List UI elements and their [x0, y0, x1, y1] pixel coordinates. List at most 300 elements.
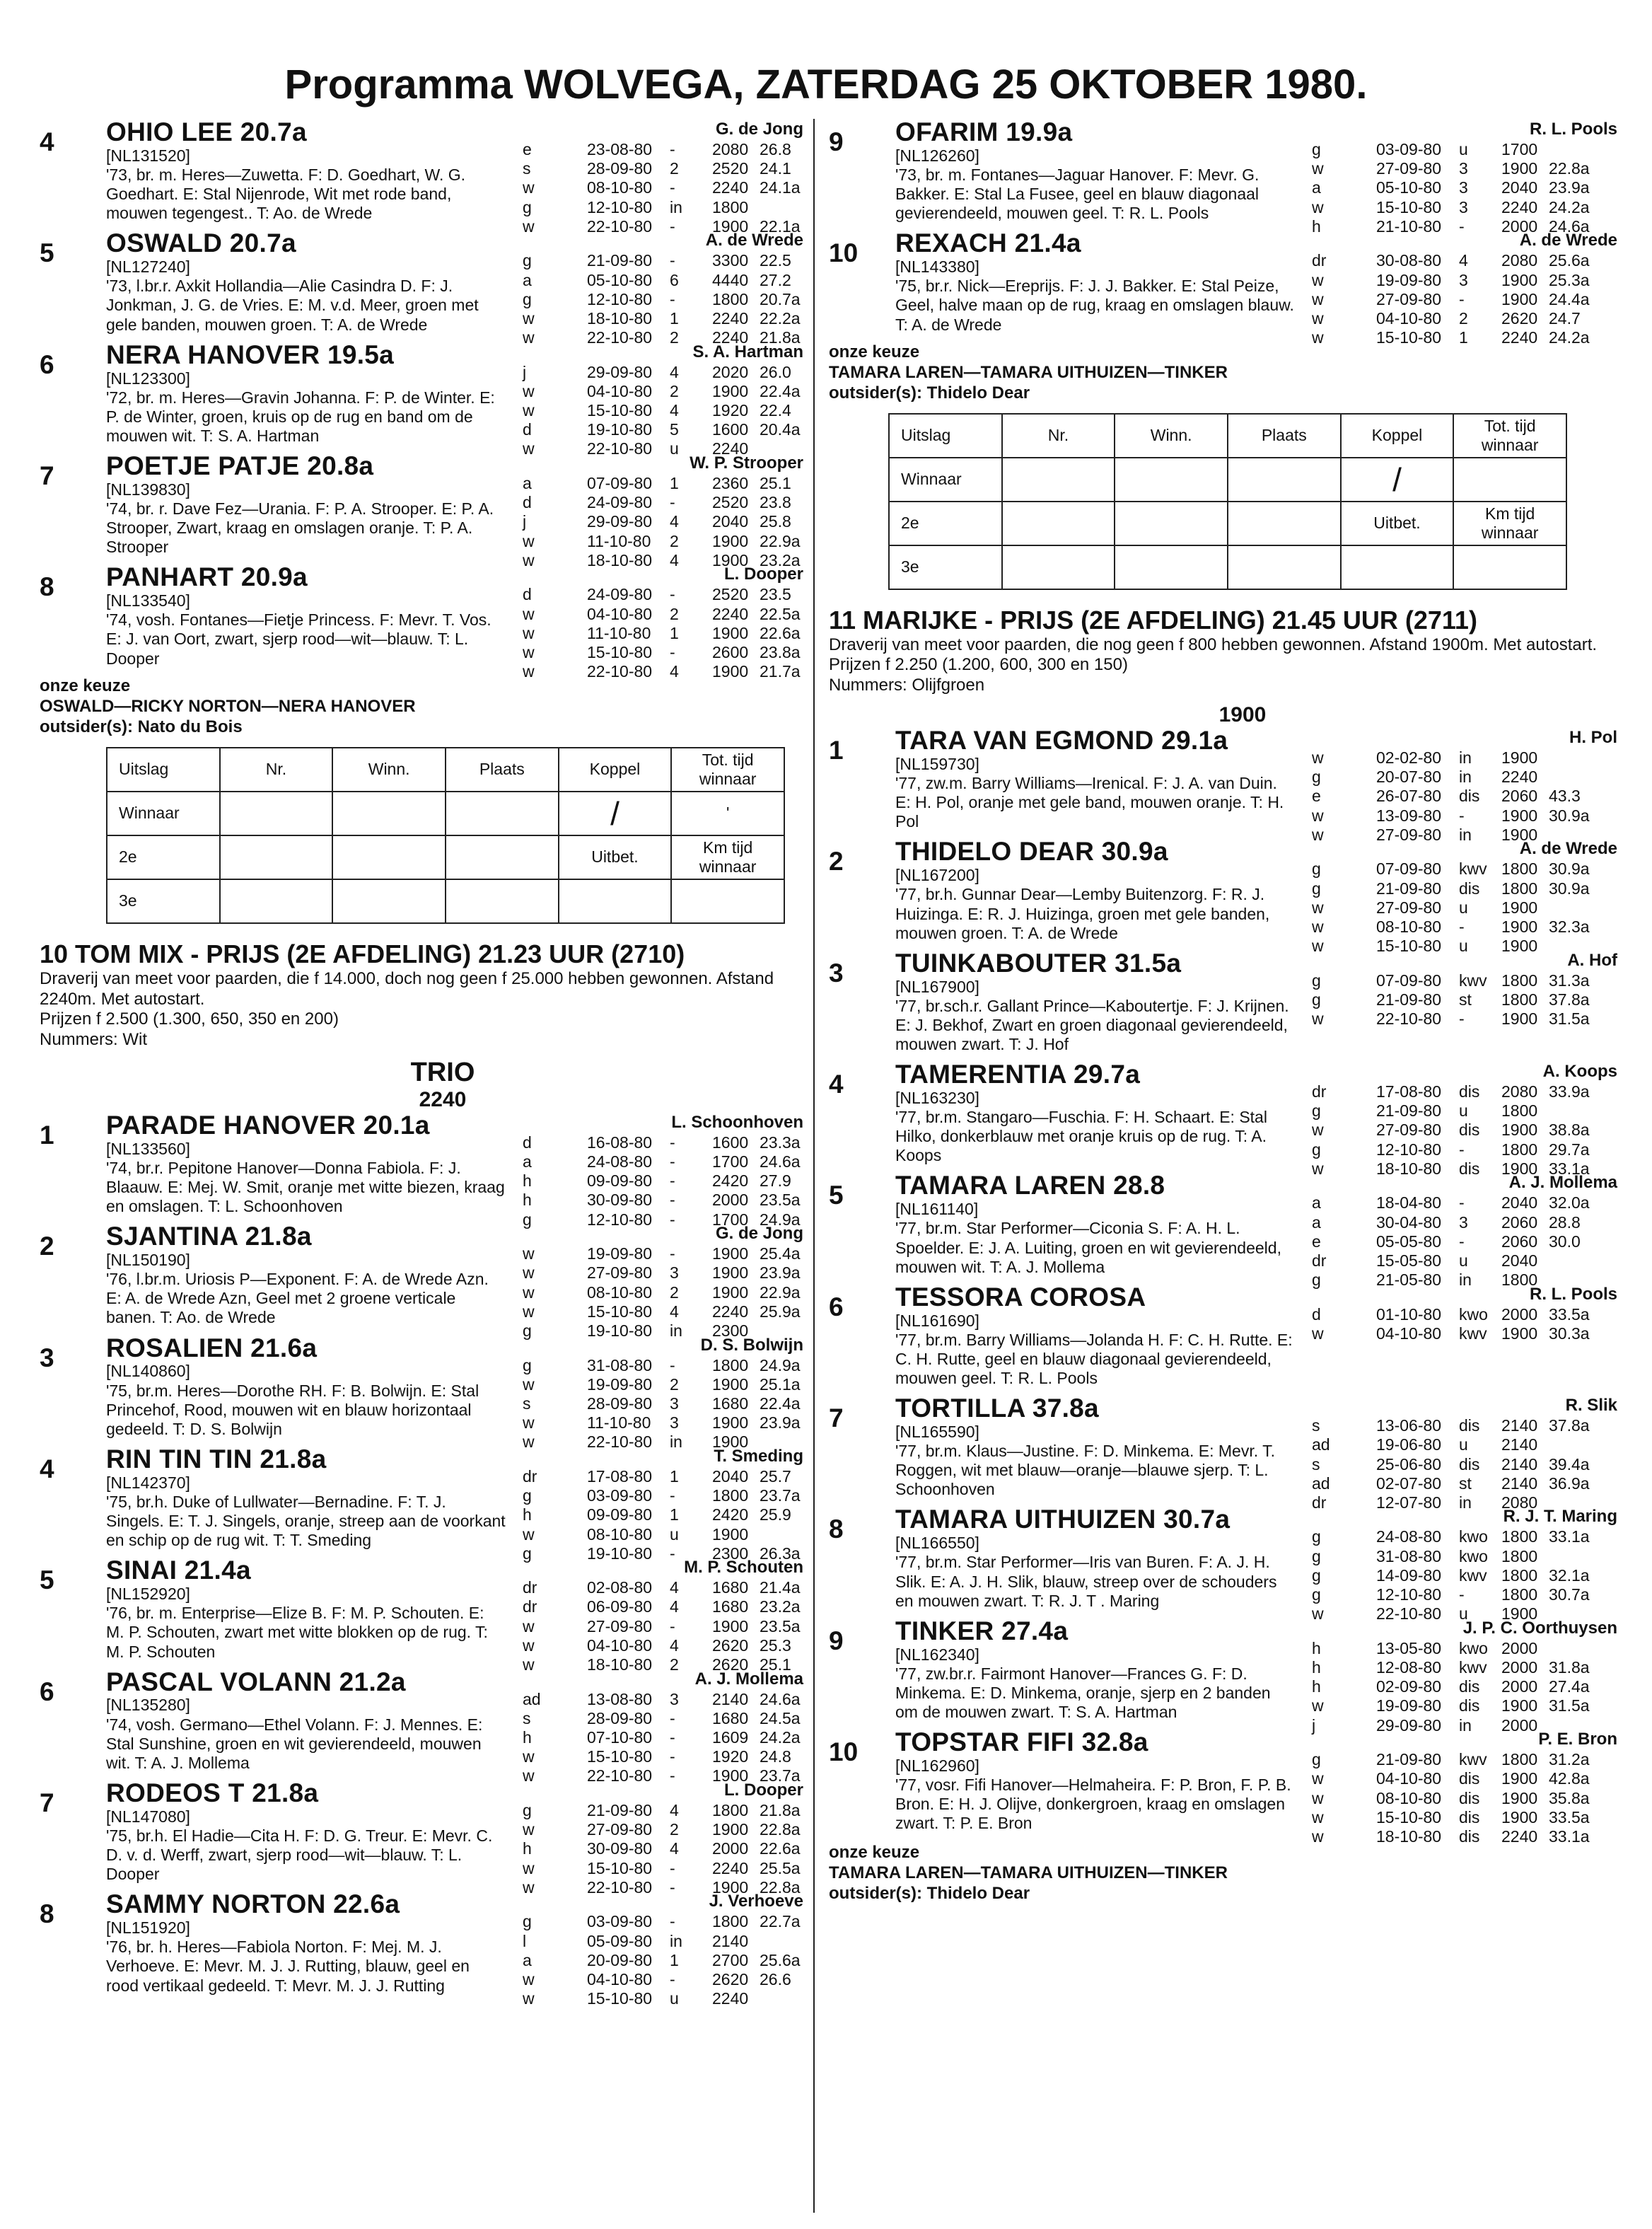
placing: -	[670, 642, 675, 661]
placing: 2	[670, 159, 679, 178]
horse-name: PARADE HANOVER 20.1a	[106, 1110, 430, 1140]
km-time: 32.1a	[1549, 1565, 1590, 1585]
horse-description: '77, br.m. Star Performer—Ciconia S. F: A. H. L. Spoelder. E: J. A. Luiting, groen en wit gevierendeeld, mouwen wit. T: A. J. Mollema	[895, 1219, 1281, 1276]
race-date: 06-09-80	[587, 1597, 653, 1616]
cell-nr[interactable]	[220, 835, 333, 879]
horse-name: OFARIM 19.9a	[895, 117, 1073, 146]
race-date: 05-10-80	[1376, 178, 1442, 197]
horse-number: 2	[40, 1232, 54, 1261]
race-date: 27-09-80	[587, 1263, 653, 1283]
cell-tot-tijd[interactable]	[1453, 458, 1566, 502]
track-code: g	[1312, 879, 1321, 898]
form-row	[1291, 879, 1617, 898]
race-distance: 2000	[1501, 216, 1538, 236]
form-row	[501, 532, 803, 551]
race-colors: Nummers: Olijfgroen	[829, 676, 985, 695]
form-row	[501, 643, 803, 662]
track-code: g	[1312, 1565, 1321, 1585]
race-date: 04-10-80	[587, 1969, 653, 1988]
race-distance: 2700	[712, 1950, 749, 1969]
horse-entry	[40, 117, 803, 236]
cell-nr[interactable]	[1002, 502, 1115, 545]
race-distance: 1800	[1501, 1565, 1538, 1585]
form-row	[501, 493, 803, 512]
race-distance: 1700	[1501, 140, 1538, 158]
placing: -	[1459, 1140, 1465, 1159]
cell-koppel[interactable]	[1341, 545, 1454, 589]
race-distance: 2060	[1501, 1212, 1538, 1232]
placing: -	[670, 1152, 675, 1171]
track-code: g	[523, 1355, 532, 1374]
km-time: 24.1a	[760, 178, 801, 197]
horse-entry	[829, 1727, 1617, 1846]
race-date: 08-10-80	[1376, 1788, 1442, 1807]
placing: -	[670, 1747, 675, 1766]
track-code: a	[523, 1950, 532, 1969]
placing: 5	[670, 420, 679, 439]
placing: u	[1459, 1101, 1468, 1121]
race-date: 18-10-80	[587, 550, 653, 569]
horse-number: 10	[829, 1737, 859, 1767]
trainer-name: H. Pol	[1569, 728, 1617, 748]
race-distance: 1800	[1501, 859, 1538, 879]
race-date: 11-10-80	[587, 531, 651, 550]
horse-entry	[40, 562, 803, 681]
cell-winn[interactable]	[1115, 545, 1228, 589]
race-distance: 2520	[712, 585, 749, 604]
placing: 4	[670, 1597, 679, 1616]
km-time: 33.1a	[1549, 1527, 1590, 1546]
placing: 4	[670, 1302, 679, 1321]
horse-registration: [NL133540]	[106, 591, 190, 610]
horse-entry	[829, 1505, 1617, 1623]
horse-form	[1291, 1395, 1617, 1512]
placing: 3	[670, 1263, 679, 1283]
race-distance: 2140	[712, 1931, 749, 1950]
horse-form	[501, 1112, 803, 1229]
horse-description: '76, br. h. Heres—Fabiola Norton. F: Mej. M. J. Verhoeve. E: Mevr. M. J. J. Rutting, blauw, geel en rood vertikaal gedeeld. T: Mevr. M. J. J. Rutting	[106, 1938, 470, 1995]
race-distance: 1900	[1501, 748, 1538, 768]
horse-info	[106, 1446, 506, 1550]
horse-info	[106, 1891, 506, 1995]
race-date: 25-06-80	[1376, 1454, 1442, 1474]
km-time: 21.4a	[760, 1578, 801, 1597]
race-date: 13-09-80	[1376, 806, 1442, 825]
placing: in	[670, 1321, 682, 1340]
form-row	[1291, 1769, 1617, 1788]
placing: in	[670, 1931, 682, 1950]
race-date: 20-07-80	[1376, 768, 1442, 787]
km-time: 22.2a	[760, 308, 801, 328]
placing: -	[1459, 1585, 1465, 1604]
race-distance: 1800	[712, 197, 749, 216]
form-row	[501, 1413, 803, 1432]
race-distance: 1900	[712, 1877, 749, 1897]
form-row	[1291, 990, 1617, 1009]
cell-winn[interactable]	[1115, 458, 1228, 502]
race-date: 07-10-80	[587, 1728, 653, 1747]
cell-plaats[interactable]	[446, 835, 559, 879]
horse-entry	[40, 1444, 803, 1563]
cell-plaats[interactable]	[446, 879, 559, 923]
race-distance: 1900	[712, 1413, 749, 1432]
cell-nr[interactable]	[1002, 545, 1115, 589]
race-date: 22-10-80	[587, 662, 653, 681]
km-time: 23.9a	[760, 1413, 801, 1432]
trainer-name: A. J. Mollema	[694, 1669, 803, 1689]
horse-entry	[829, 117, 1617, 236]
race-distance: 1800	[1501, 971, 1538, 990]
race-date: 30-09-80	[587, 1839, 653, 1858]
km-time: 33.5a	[1549, 1807, 1590, 1826]
track-code: a	[1312, 1212, 1321, 1232]
km-time: 31.5a	[1549, 1696, 1590, 1715]
trainer-name: A. de Wrede	[705, 231, 803, 250]
form-row	[501, 624, 803, 643]
form-row	[1291, 1324, 1617, 1343]
horse-entry	[829, 726, 1617, 844]
cell-uitbet: Uitbet.	[1341, 502, 1454, 545]
race-distance: 1800	[1501, 990, 1538, 1009]
horse-info	[895, 727, 1295, 831]
track-code: s	[523, 1708, 531, 1727]
cell-plaats[interactable]	[1228, 458, 1341, 502]
race-date: 08-10-80	[587, 1524, 653, 1544]
race-distance: 2620	[712, 1969, 749, 1988]
placing: -	[670, 1486, 675, 1505]
race-date: 22-10-80	[587, 439, 653, 458]
track-code: d	[1312, 1304, 1321, 1324]
form-row	[501, 271, 803, 290]
col-koppel: Koppel	[559, 748, 672, 792]
track-code: w	[1312, 806, 1324, 825]
horse-description: '77, br.m. Klaus—Justine. F: D. Minkema. E: Mevr. T. Roggen, wit met blauw—oranje—blauwe sjerp. T: L. Schoonhoven	[895, 1442, 1275, 1499]
race-description: Draverij van meet voor paarden, die nog geen f 800 hebben gewonnen. Afstand 1900m. Met autostart.	[829, 635, 1598, 654]
race-date: 22-10-80	[587, 1877, 653, 1897]
placing: dis	[1459, 1769, 1480, 1788]
race-date: 15-10-80	[587, 1858, 653, 1877]
race-distance: 1900	[712, 1766, 749, 1785]
form-row	[1291, 1082, 1617, 1101]
horse-registration: [NL162960]	[895, 1756, 979, 1776]
track-code: w	[523, 623, 535, 642]
race-distance: 1800	[1501, 1546, 1538, 1565]
form-row	[501, 1133, 803, 1152]
race-distance: 1680	[712, 1578, 749, 1597]
horse-registration: [NL159730]	[895, 754, 979, 773]
form-row	[1291, 178, 1617, 197]
placing: dis	[1459, 1696, 1480, 1715]
keuze-title: onze keuze	[40, 676, 131, 695]
placing: kwo	[1459, 1527, 1488, 1546]
horse-info	[895, 1172, 1295, 1276]
cell-winn[interactable]	[332, 792, 446, 835]
horse-number: 8	[40, 572, 54, 602]
cell-plaats[interactable]	[1228, 502, 1341, 545]
track-code: w	[523, 328, 535, 347]
horse-number: 8	[829, 1515, 844, 1544]
form-row	[1291, 1677, 1617, 1696]
track-code: g	[1312, 990, 1321, 1009]
race-date: 19-10-80	[587, 1321, 653, 1340]
keuze-picks: TAMARA LAREN—TAMARA UITHUIZEN—TINKER	[829, 362, 1228, 382]
track-code: e	[1312, 787, 1321, 806]
outsider: outsider(s): Thidelo Dear	[829, 383, 1030, 403]
track-code: w	[523, 1374, 535, 1394]
race-distance: 1900	[712, 1820, 749, 1839]
race-distance: 1800	[1501, 1750, 1538, 1769]
form-row	[501, 251, 803, 270]
race-colors: Nummers: Wit	[40, 1030, 147, 1050]
track-code: w	[523, 662, 535, 681]
form-row	[1291, 290, 1617, 309]
horse-number: 5	[40, 238, 54, 268]
cell-koppel[interactable]: /	[1341, 458, 1454, 502]
placing: kwv	[1459, 1565, 1487, 1585]
placing: 3	[1459, 270, 1468, 289]
race-date: 18-10-80	[1376, 1159, 1442, 1178]
keuze-title: onze keuze	[829, 1842, 920, 1862]
track-code: dr	[1312, 1082, 1327, 1101]
km-time: 23.3a	[760, 1133, 801, 1152]
col-winn: Winn.	[332, 748, 446, 792]
race-distance: 2520	[712, 159, 749, 178]
km-time: 24.7	[1549, 308, 1581, 328]
placing: -	[670, 493, 675, 512]
track-code: g	[1312, 859, 1321, 879]
track-code: ad	[1312, 1435, 1330, 1454]
horse-number: 6	[829, 1292, 844, 1321]
placing: 4	[670, 401, 679, 420]
horse-description: '76, br. m. Enterprise—Elize B. F: M. P. Schouten. E: M. P. Schouten, zwart met witte blokken op de rug. T: M. P. Schouten	[106, 1604, 488, 1661]
track-code: g	[1312, 768, 1321, 787]
km-time: 25.1	[760, 474, 791, 493]
horse-form	[501, 1780, 803, 1897]
form-row	[1291, 971, 1617, 990]
cell-nr[interactable]	[1002, 458, 1115, 502]
race-distance: 2040	[1501, 1193, 1538, 1212]
placing: -	[670, 1244, 675, 1263]
race-distance: 1920	[712, 401, 749, 420]
horse-info	[106, 1335, 506, 1439]
race-date: 21-09-80	[587, 1800, 653, 1819]
race-distance: 2240	[712, 328, 749, 347]
cell-winn[interactable]	[332, 835, 446, 879]
cell-winn[interactable]	[332, 879, 446, 923]
trio-label: TRIO	[410, 1057, 475, 1087]
horse-name: TAMARA LAREN 28.8	[895, 1171, 1165, 1200]
km-time: 25.4a	[760, 1244, 801, 1263]
race-distance: 2060	[1501, 787, 1538, 806]
race-distance: 1600	[712, 420, 749, 439]
km-time: 23.9a	[1549, 178, 1590, 197]
race-distance: 2240	[712, 1302, 749, 1321]
cell-plaats[interactable]	[446, 792, 559, 835]
km-time: 31.5a	[1549, 1009, 1590, 1029]
horse-entry	[829, 1060, 1617, 1178]
form-row	[1291, 198, 1617, 217]
track-code: w	[523, 531, 535, 550]
col-plaats: Plaats	[1228, 414, 1341, 458]
col-tot-tijd: Tot. tijd winnaar	[671, 748, 784, 792]
horse-name: SJANTINA 21.8a	[106, 1222, 312, 1251]
race-distance: 1900	[712, 1432, 749, 1452]
race-date: 19-06-80	[1376, 1435, 1442, 1454]
race-date: 02-02-80	[1376, 748, 1442, 768]
placing: -	[1459, 216, 1465, 236]
km-time: 20.7a	[760, 289, 801, 308]
horse-info	[895, 1284, 1295, 1388]
horse-description: '77, br.m. Barry Williams—Jolanda H. F: C. H. Rutte. E: C. H. Rutte, geel en blauw diagonaal gevierendeeld, mouwen geel. T: R. L. Pools	[895, 1330, 1293, 1388]
km-time: 25.8	[760, 512, 791, 531]
keuze-block	[829, 342, 1614, 403]
placing: 1	[670, 474, 679, 493]
horse-entry	[40, 1667, 803, 1785]
track-code: d	[523, 493, 532, 512]
form-row	[501, 1283, 803, 1302]
track-code: w	[523, 1413, 535, 1432]
race-distance: 2080	[712, 140, 749, 158]
km-time: 23.9a	[760, 1263, 801, 1283]
placing: 1	[670, 1466, 679, 1486]
race-date: 27-09-80	[587, 1616, 653, 1635]
km-time: 28.8	[1549, 1212, 1581, 1232]
race-date: 04-10-80	[587, 604, 653, 623]
km-time: 39.4a	[1549, 1454, 1590, 1474]
horse-entry	[40, 451, 803, 569]
track-code: dr	[1312, 251, 1327, 270]
km-time: 25.1	[760, 1655, 791, 1674]
placing: in	[670, 197, 682, 216]
cell-plaats[interactable]	[1228, 545, 1341, 589]
track-code: w	[1312, 748, 1324, 768]
race-distance: 1900	[712, 531, 749, 550]
km-time: 23.7a	[760, 1766, 801, 1785]
race-date: 07-09-80	[1376, 971, 1442, 990]
race-date: 14-09-80	[1376, 1565, 1442, 1585]
track-code: d	[523, 1133, 532, 1152]
track-code: h	[523, 1505, 532, 1524]
km-time: 25.3	[760, 1635, 791, 1655]
trainer-name: M. P. Schouten	[684, 1558, 803, 1577]
form-row	[1291, 328, 1617, 347]
form-row	[1291, 1585, 1617, 1604]
race-distance: 1900	[712, 216, 749, 236]
km-time: 25.1a	[760, 1374, 801, 1394]
form-row	[1291, 1101, 1617, 1121]
race-date: 12-10-80	[1376, 1140, 1442, 1159]
race-distance: 2000	[1501, 1658, 1538, 1677]
race-header: 10 TOM MIX - PRIJS (2E AFDELING) 21.23 UUR (2710)	[40, 939, 685, 968]
race-distance: 1800	[712, 289, 749, 308]
race-date: 12-10-80	[587, 197, 653, 216]
placing: -	[670, 216, 675, 236]
placing: 4	[670, 1635, 679, 1655]
horse-registration: [NL135280]	[106, 1696, 190, 1715]
cell-nr[interactable]	[220, 879, 333, 923]
track-code: s	[1312, 1416, 1320, 1435]
form-row	[501, 605, 803, 624]
horse-info	[106, 119, 506, 223]
race-date: 27-09-80	[1376, 289, 1442, 308]
cell-nr[interactable]	[220, 792, 333, 835]
race-distance: 1900	[712, 1616, 749, 1635]
km-time: 30.9a	[1549, 806, 1590, 825]
form-row	[1291, 1547, 1617, 1566]
placing: kwv	[1459, 859, 1487, 879]
form-row	[501, 1244, 803, 1263]
placing: 3	[670, 1413, 679, 1432]
trainer-name: T. Smeding	[714, 1446, 803, 1466]
km-time: 36.9a	[1549, 1474, 1590, 1493]
race-date: 05-05-80	[1376, 1232, 1442, 1251]
placing: -	[670, 1616, 675, 1635]
cell-winn[interactable]	[1115, 502, 1228, 545]
form-row	[501, 1951, 803, 1970]
horse-name: RODEOS T 21.8a	[106, 1778, 319, 1807]
placing: 4	[670, 512, 679, 531]
race-distance: 1800	[712, 1486, 749, 1505]
race-distance: 4440	[712, 270, 749, 289]
race-date: 21-05-80	[1376, 1270, 1442, 1290]
km-time: 21.7a	[760, 662, 801, 681]
race-date: 28-09-80	[587, 1394, 653, 1413]
race-date: 24-08-80	[1376, 1527, 1442, 1546]
horse-registration: [NL131520]	[106, 146, 190, 165]
track-code: g	[1312, 1527, 1321, 1546]
cell-tot-tijd[interactable]: '	[671, 792, 784, 835]
track-code: g	[1312, 1140, 1321, 1159]
form-row	[1291, 1527, 1617, 1546]
cell-koppel[interactable]	[559, 879, 672, 923]
horse-name: PANHART 20.9a	[106, 562, 308, 592]
horse-name: TAMARA UITHUIZEN 30.7a	[895, 1505, 1231, 1534]
cell-koppel[interactable]: /	[559, 792, 672, 835]
form-row	[1291, 1416, 1617, 1435]
trainer-name: R. L. Pools	[1529, 120, 1617, 139]
form-row	[1291, 1435, 1617, 1454]
placing: 1	[1459, 328, 1468, 347]
km-time: 22.4	[760, 401, 791, 420]
km-time: 25.9	[760, 1505, 791, 1524]
horse-info	[106, 453, 506, 557]
race-date: 04-10-80	[1376, 1769, 1442, 1788]
horse-number: 7	[40, 461, 54, 491]
race-distance: 1800	[1501, 1585, 1538, 1604]
placing: dis	[1459, 1121, 1480, 1140]
track-code: h	[523, 1171, 532, 1191]
col-tot-tijd: Tot. tijd winnaar	[1453, 414, 1566, 458]
trainer-name: R. J. T. Maring	[1503, 1507, 1617, 1527]
km-time: 24.5a	[760, 1708, 801, 1727]
cell-tijd[interactable]	[671, 879, 784, 923]
horse-form	[1291, 1618, 1617, 1735]
km-time: 32.0a	[1549, 1193, 1590, 1212]
km-time: 23.8	[760, 493, 791, 512]
race-distance: 1900	[1501, 1009, 1538, 1029]
left-column	[40, 117, 803, 2008]
race-distance: 2240	[712, 1989, 749, 2008]
cell-tijd[interactable]	[1453, 545, 1566, 589]
race-date: 23-08-80	[587, 140, 653, 158]
horse-description: '77, zw.m. Barry Williams—Irenical. F: J. A. van Duin. E: H. Pol, oranje met gele band, mouwen oranje. T: H. Pol	[895, 774, 1284, 831]
km-time: 22.8a	[760, 1877, 801, 1897]
track-code: l	[523, 1931, 527, 1950]
race-distance: 2040	[1501, 1251, 1538, 1270]
track-code: w	[1312, 1788, 1324, 1807]
km-time: 33.1a	[1549, 1159, 1590, 1178]
km-time: 22.1a	[760, 216, 801, 236]
